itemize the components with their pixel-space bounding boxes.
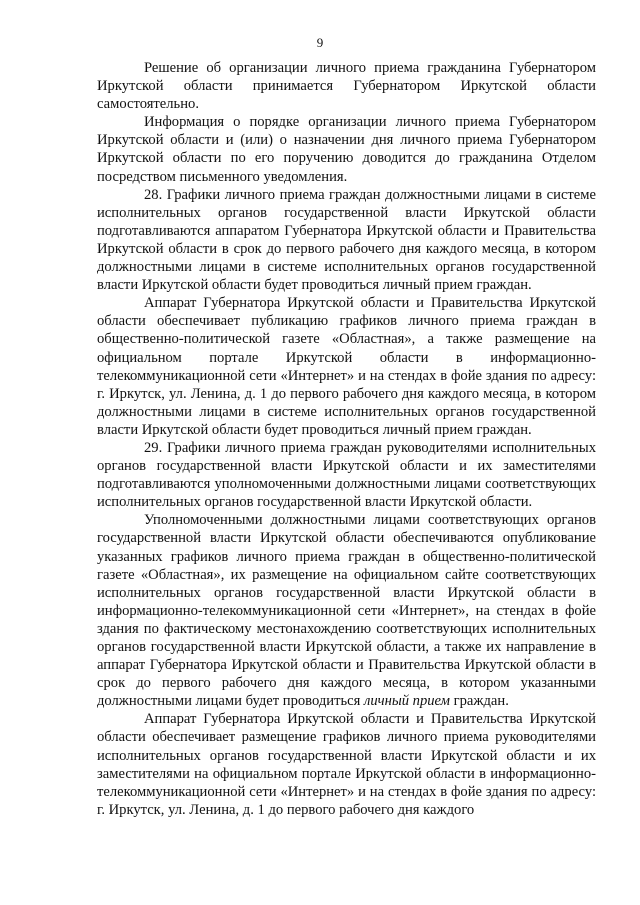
paragraph-authorized-officials-end: граждан. [449, 693, 509, 710]
paragraph-item-29: 29. Графики личного приема граждан руководителями исполнительных органов государственной власти Иркутской области и их заместителями подготавливаются уполномоченными должностными лицами соответствующих исполнительных органов государственной власти Иркутской области. [97, 439, 596, 511]
paragraph-information: Информация о порядке организации личного приема Губернатором Иркутской области и (или) о назначении дня личного приема Губернатором Иркутской области по его поручению доводится до гражданина Отделом посредством письменного уведомления. [97, 114, 596, 185]
paragraph-apparatus-placement: Аппарат Губернатора Иркутской области и Правительства Иркутской области обеспечивает размещение графиков личного приема руководителями исполнительных органов государственной власти Иркутской области и их заместителями на официальном портале Иркутской области в информационно-телекоммуникационной сети «Интернет» и на стендах в фойе здания по адресу: г. Иркутск, ул. Ленина, д. 1 до первого рабочего дня каждого [97, 711, 596, 818]
document-body [97, 59, 596, 819]
paragraph-item-28: 28. Графики личного приема граждан должностными лицами в системе исполнительных органов государственной власти Иркутской области подготавливаются аппаратом Губернатора Иркутской области и Правительства Иркутской области в срок до первого рабочего дня каждого месяца, в котором должностными лицами в системе исполнительных органов государственной власти Иркутской области будет проводиться личный прием граждан. [97, 186, 596, 294]
page-number: 9 [316, 35, 324, 50]
italic-phrase: личный прием [363, 693, 450, 710]
paragraph-authorized-officials-text: Уполномоченными должностными лицами соответствующих органов государственной власти Иркутской области обеспечиваются опубликование указанных графиков личного приема граждан в общественно-политической газете «Областная», их размещение на официальном сайте соответствующих исполнительных органов государственной власти Иркутской области в информационно-телекоммуникационной сети «Интернет», на стендах в фойе здания по фактическому местонахождению соответствующих исполнительных органов государственной власти Иркутской области, а также их направление в аппарат Губернатора Иркутской области и Правительства Иркутской области в срок до первого рабочего дня каждого месяца, в котором указанными должностными лицами будет проводиться [97, 512, 596, 710]
paragraph-decision: Решение об организации личного приема гражданина Губернатором Иркутской области принимается Губернатором Иркутской области самостоятельно. [97, 60, 596, 113]
paragraph-authorized-officials [97, 511, 596, 710]
paragraph-apparatus-publication: Аппарат Губернатора Иркутской области и Правительства Иркутской области обеспечивает публикацию графиков личного приема граждан в общественно-политической газете «Областная», а также размещение на официальном портале Иркутской области в информационно-телекоммуникационной сети «Интернет» и на стендах в фойе здания по адресу: г. Иркутск, ул. Ленина, д. 1 до первого рабочего дня каждого месяца, в котором должностными лицами в системе исполнительных органов государственной власти Иркутской области будет проводиться личный прием граждан. [97, 295, 596, 438]
